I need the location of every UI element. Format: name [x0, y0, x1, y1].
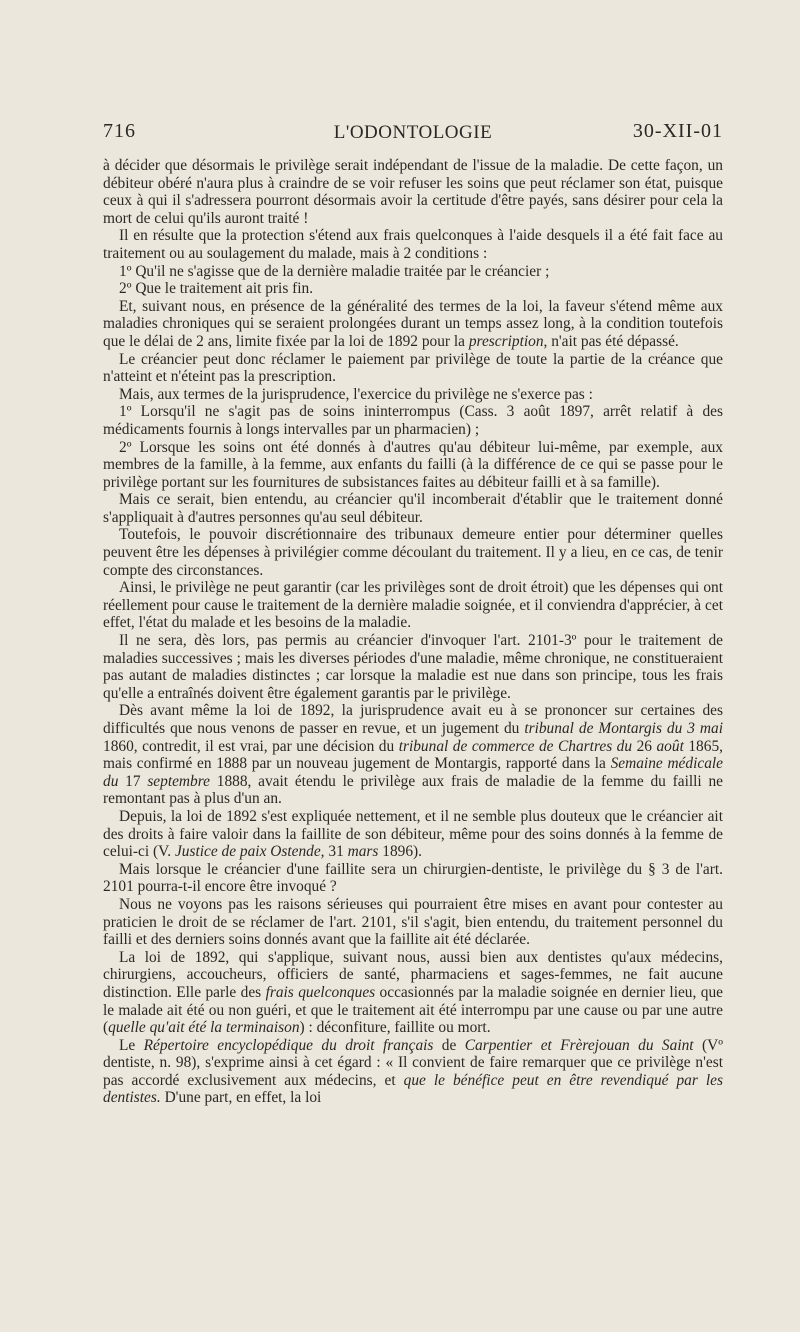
paragraph: Mais lorsque le créancier d'une faillite sera un chirurgien-dentiste, le privilège du § 3 de l'art. 2101 pourra-t-il encore être invoqué ?: [103, 860, 723, 896]
paragraph: Mais ce serait, bien entendu, au créancier qu'il incomberait d'établir que le traitement donné s'appliquait à d'autres personnes qu'au seul débiteur.: [103, 491, 723, 526]
paragraph: Nous ne voyons pas les raisons sérieuses qui pourraient être mises en avant pour contester au praticien le droit de se réclamer de l'art. 2101, s'il s'agit, bien entendu, du traitement personnel du failli et des derniers soins donnés avant que la faillite ait été déclarée.: [103, 895, 723, 949]
paragraph: Ainsi, le privilège ne peut garantir (car les privilèges sont de droit étroit) que les dépenses qui ont réellement pour cause le traitement de la dernière maladie soignée, et il conviendra d'apprécier, à cet effet, l'état du malade et les besoins de la maladie.: [103, 579, 723, 632]
paragraph: Mais, aux termes de la jurisprudence, l'exercice du privilège ne s'exerce pas :: [119, 385, 593, 403]
paragraph: Depuis, la loi de 1892 s'est expliquée nettement, et il ne semble plus douteux que le créancier ait des droits à faire valoir dans la faillite de son débiteur, même pour des soins donnés à la femme de celui-ci (V. Justice de paix Ostende, 31 mars 1896).: [103, 807, 723, 861]
paragraph: La loi de 1892, qui s'applique, suivant nous, aussi bien aux dentistes qu'aux médecins, chirurgiens, accoucheurs, officiers de santé, pharmaciens et sages-femmes, ne fait aucune distinction. Elle parle des frais quelconques occasionnés par la maladie soignée en dernier lieu, que le malade ait été ou non guéri, et que le traitement ait été interrompu par une cause ou par une autre (quelle qu'ait été la terminaison) : déconfiture, faillite ou mort.: [103, 948, 723, 1037]
paragraph: Dès avant même la loi de 1892, la jurisprudence avait eu à se prononcer sur certaines des difficultés que nous venons de passer en revue, et un jugement du tribunal de Montargis du 3 mai 1860, contredit, il est vrai, par une décision du tribunal de commerce de Chartres du 26 août 1865, mais confirmé en 1888 par un nouveau jugement de Montargis, rapporté dans la Semaine médicale du 17 septembre 1888, avait étendu le privilège aux frais de maladie de la femme du failli ne remontant pas à plus d'un an.: [103, 702, 723, 808]
paragraph: Le Répertoire encyclopédique du droit français de Carpentier et Frèrejouan du Saint (Vº dentiste, n. 98), s'exprime ainsi à cet égard : « Il convient de faire remarquer que ce privilège n'est pas accordé exclusivement aux médecins, et que le bénéfice peut en être revendiqué par les dentistes. D'une part, en effet, la loi: [103, 1036, 723, 1107]
paragraph: Il ne sera, dès lors, pas permis au créancier d'invoquer l'art. 2101-3º pour le traitement de maladies successives ; mais les diverses périodes d'une maladie, même chronique, ne constitueraient pas autant de maladies distinctes ; car lorsque la maladie est nue dans son principe, tous les frais qu'elle a entraînés doivent être également garantis par le privilège.: [103, 632, 723, 702]
page-number: 716: [103, 120, 136, 142]
paragraph: Il en résulte que la protection s'étend aux frais quelconques à l'aide desquels il a été fait face au traitement ou au soulagement du malade, mais à 2 conditions :: [103, 227, 723, 262]
paragraph: Le créancier peut donc réclamer le paiement par privilège de toute la partie de la créance que n'atteint et n'éteint pas la prescription.: [103, 350, 723, 386]
paragraph: 1º Lorsqu'il ne s'agit pas de soins ininterrompus (Cass. 3 août 1897, arrêt relatif à des médicaments fournis à longs intervalles par un pharmacien) ;: [103, 403, 723, 438]
journal-title: L'ODONTOLOGIE: [333, 122, 493, 143]
paragraph: 2º Que le traitement ait pris fin.: [119, 280, 314, 298]
paragraph: 1º Qu'il ne s'agisse que de la dernière maladie traitée par le créancier ;: [119, 262, 550, 280]
paragraph: à décider que désormais le privilège serait indépendant de l'issue de la maladie. De cette façon, un débiteur obéré n'aura plus à craindre de se voir refuser les soins que peut réclamer son état, puisque ceux à qui il s'adressera pourront désormais avoir la certitude d'être payés, sans désirer pour cela la mort de celui qu'ils auront traité !: [103, 157, 723, 227]
issue-date: 30-XII-01: [632, 120, 723, 142]
running-header: [103, 120, 723, 150]
paragraph: Et, suivant nous, en présence de la généralité des termes de la loi, la faveur s'étend même aux maladies chroniques qui se seraient prolongées durant un temps assez long, à la condition toutefois que le délai de 2 ans, limite fixée par la loi de 1892 pour la prescription, n'ait pas été dépassé.: [103, 297, 723, 350]
body-text: [103, 157, 723, 1107]
paragraph: 2º Lorsque les soins ont été donnés à d'autres qu'au débiteur lui-même, par exemple, aux membres de la famille, à la femme, aux enfants du failli (à la différence de ce qui se passe pour le privilège portant sur les fournitures de subsistances faites au débiteur failli et à sa famille).: [103, 438, 723, 491]
paragraph: Toutefois, le pouvoir discrétionnaire des tribunaux demeure entier pour déterminer quelles peuvent être les dépenses à privilégier comme découlant du traitement. Il y a lieu, en ce cas, de tenir compte des circonstances.: [103, 526, 723, 579]
